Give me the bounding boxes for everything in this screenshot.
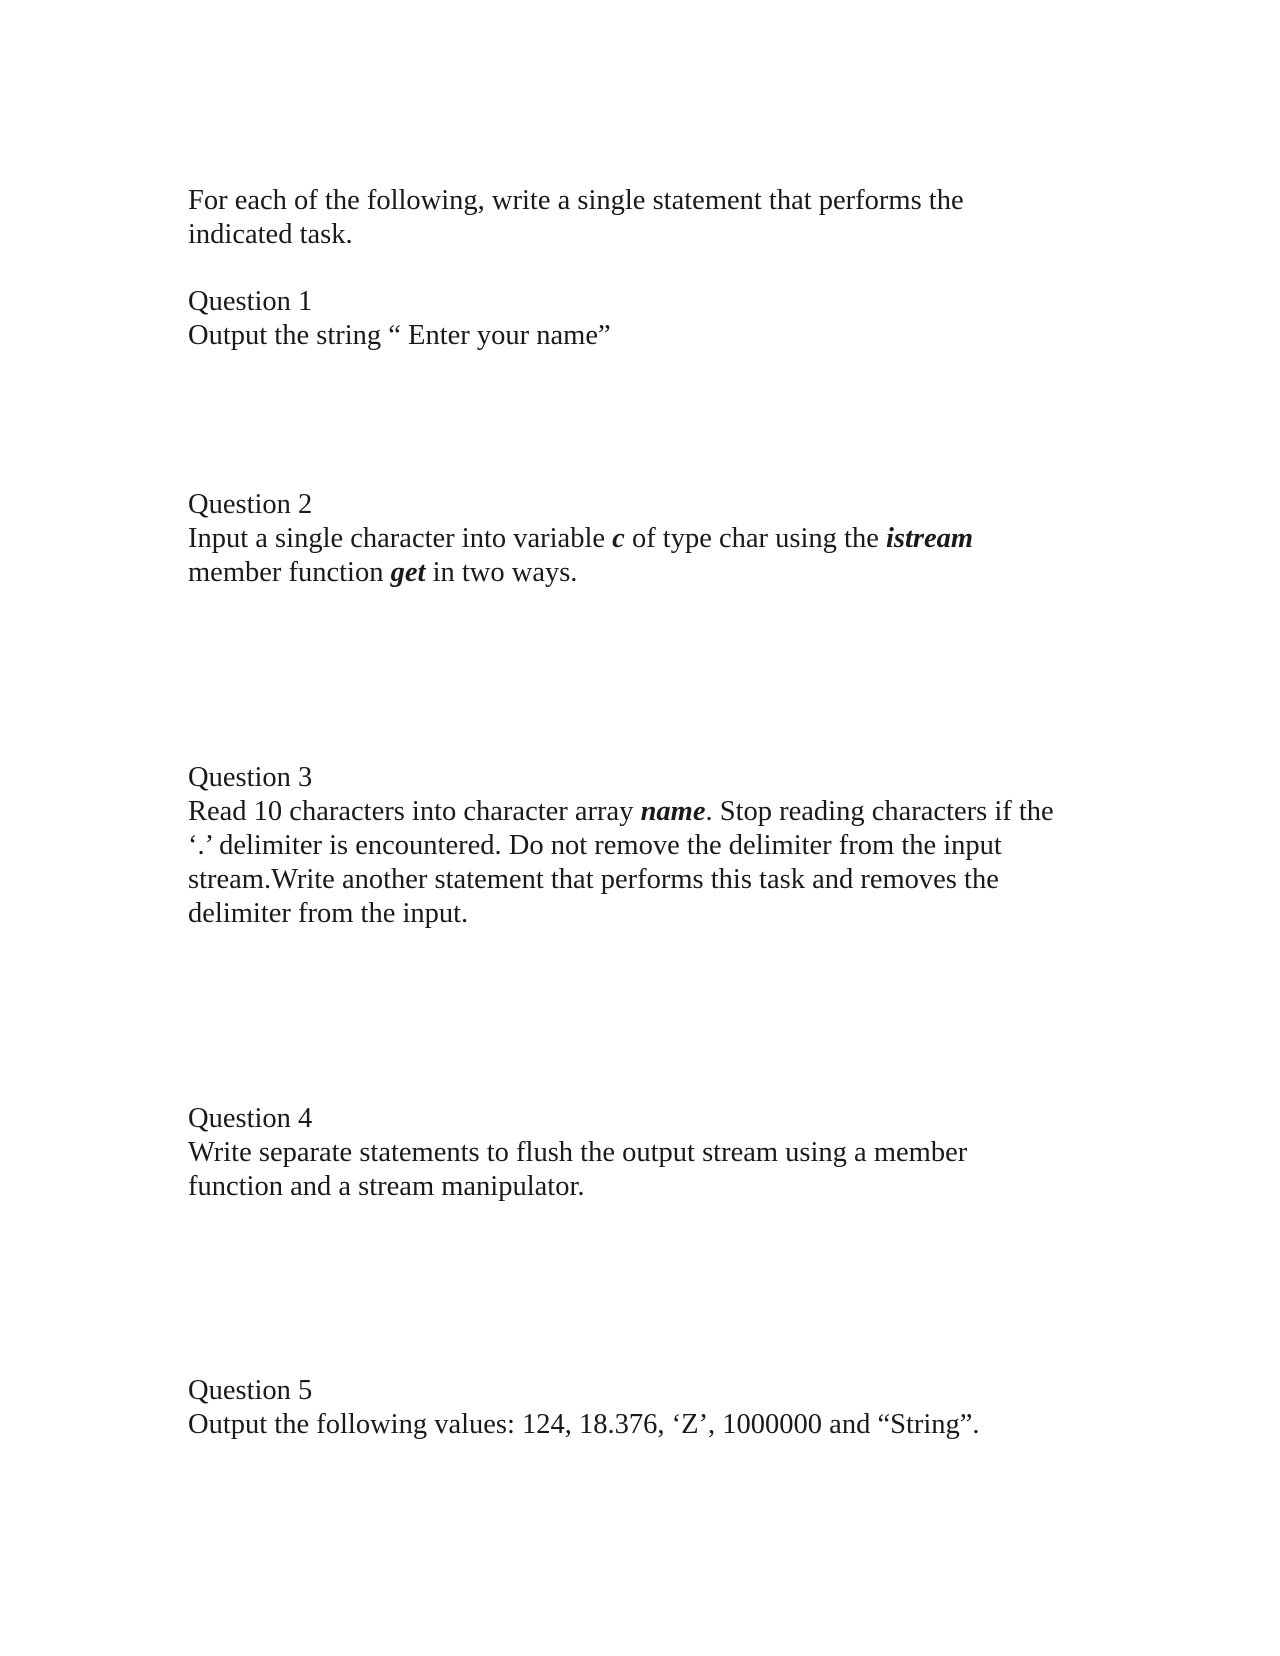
code-term: name [640, 796, 706, 827]
question-heading: Question 3 [188, 762, 313, 793]
code-term: istream [886, 523, 974, 554]
instructions-line: For each of the following, write a single statement that performs the [188, 185, 964, 216]
question-text: delimiter from the input. [188, 898, 469, 929]
question-text: stream.Write another statement that performs this task and removes the [188, 864, 999, 895]
question-text: Input a single character into variable [188, 523, 613, 554]
question-text: ‘.’ delimiter is encountered. Do not remove the delimiter from the input [188, 830, 1002, 861]
question-text-line [188, 556, 1088, 590]
question-text: Output the string “ Enter your name” [188, 320, 611, 351]
question-text: Write separate statements to flush the output stream using a member [188, 1137, 968, 1168]
question-text-line [188, 522, 1088, 556]
question-text: of type char using the [624, 523, 886, 554]
question-text-line [188, 795, 1088, 829]
code-term: c [612, 523, 625, 554]
question-5 [188, 1374, 1088, 1442]
instructions-paragraph [188, 184, 1088, 252]
question-1 [188, 285, 1088, 353]
question-heading: Question 2 [188, 489, 313, 520]
question-text: function and a stream manipulator. [188, 1171, 585, 1202]
question-heading: Question 5 [188, 1375, 313, 1406]
question-heading: Question 1 [188, 286, 313, 317]
question-4 [188, 1102, 1088, 1204]
question-text: Output the following values: 124, 18.376, ‘Z’, 1000000 and “String”. [188, 1409, 980, 1440]
question-text: member function [188, 557, 391, 588]
instructions-line: indicated task. [188, 219, 353, 250]
question-text: in two ways. [425, 557, 578, 588]
question-text: Read 10 characters into character array [188, 796, 641, 827]
question-heading: Question 4 [188, 1103, 313, 1134]
question-3 [188, 761, 1088, 931]
code-term: get [390, 557, 426, 588]
question-2 [188, 488, 1088, 590]
question-text: . Stop reading characters if the [705, 796, 1054, 827]
